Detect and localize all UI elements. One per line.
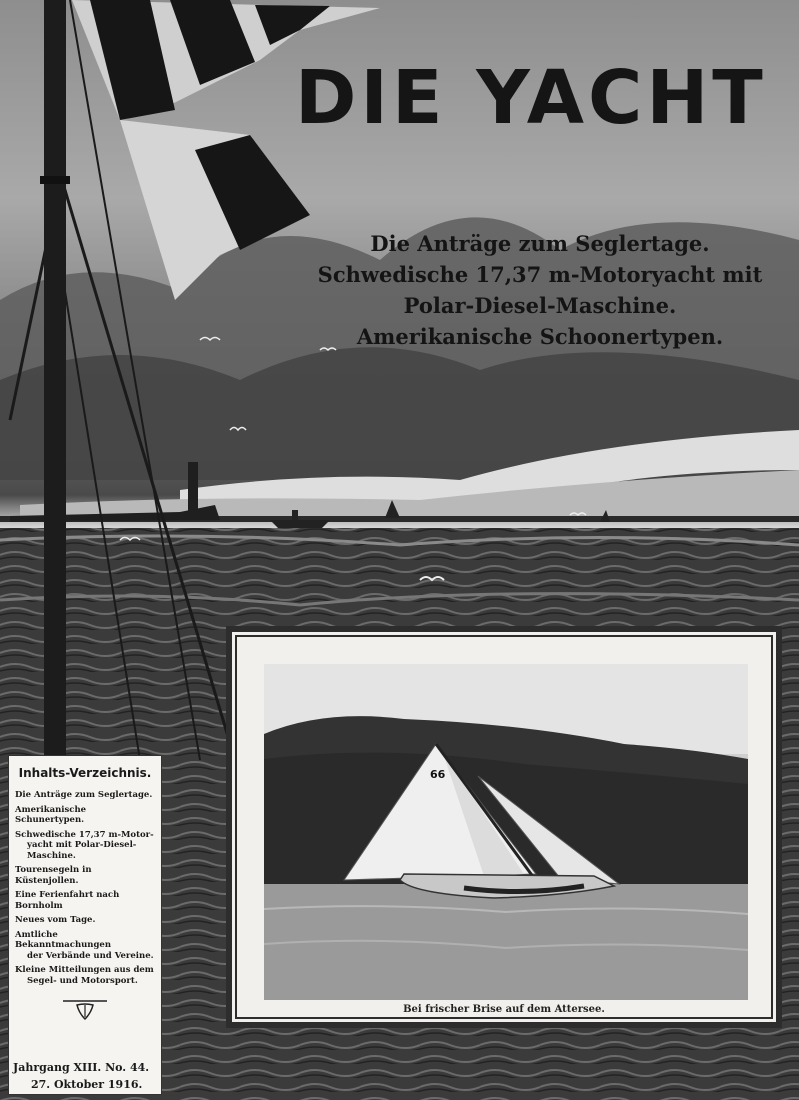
headline: Die Anträge zum Seglertage. <box>370 231 710 256</box>
headline: Polar-Diesel-Maschine. <box>403 293 677 318</box>
toc-title: Inhalts-Verzeichnis. <box>18 766 152 780</box>
toc-item-text: Neues vom Tage. <box>15 915 96 925</box>
cover-headlines <box>300 228 780 352</box>
toc-item <box>15 965 155 986</box>
toc-item-text: Eine Ferienfahrt nach Bornholm <box>15 890 120 911</box>
sailboat-photo <box>264 664 748 1000</box>
toc-item <box>15 830 155 862</box>
toc-item <box>15 915 155 926</box>
toc-item <box>15 790 155 801</box>
toc-item <box>15 930 155 962</box>
toc-item-text: Amtliche Bekanntmachungen <box>15 929 112 950</box>
toc-item <box>15 805 155 826</box>
publisher-emblem-icon <box>61 999 109 1021</box>
photo-caption: Bei frischer Brise auf dem Attersee. <box>403 1004 605 1015</box>
toc-item-text-cont: Maschine. <box>27 850 76 861</box>
toc-item-text: Schwedische 17,37 m-Motor- <box>15 829 154 840</box>
toc-item-text: Tourensegeln in Küstenjollen. <box>15 865 92 886</box>
headline: Schwedische 17,37 m-Motoryacht mit <box>317 262 763 287</box>
issue-date: 27. Oktober 1916. <box>31 1078 143 1091</box>
masthead-title: DIE YACHT <box>295 55 767 141</box>
photo-frame <box>226 626 782 1028</box>
headline: Amerikanische Schoonertypen. <box>356 324 724 349</box>
toc-item-text: Die Anträge zum Seglertage. <box>15 790 153 800</box>
sail-number: 66 <box>430 768 446 781</box>
toc-item-text: Amerikanische Schunertypen. <box>15 804 87 825</box>
toc-list <box>15 790 155 986</box>
toc-item-text-cont: yacht mit Polar-Diesel- <box>27 840 137 850</box>
toc-item <box>15 865 155 886</box>
toc-item-text-cont: Segel- und Motorsport. <box>27 975 138 986</box>
toc-item <box>15 890 155 911</box>
toc-item-text-cont: der Verbände und Vereine. <box>27 950 154 961</box>
table-of-contents <box>8 755 162 1095</box>
toc-item-text: Kleine Mitteilungen aus dem <box>15 965 154 975</box>
issue-number: Jahrgang XIII. No. 44. <box>13 1061 150 1074</box>
